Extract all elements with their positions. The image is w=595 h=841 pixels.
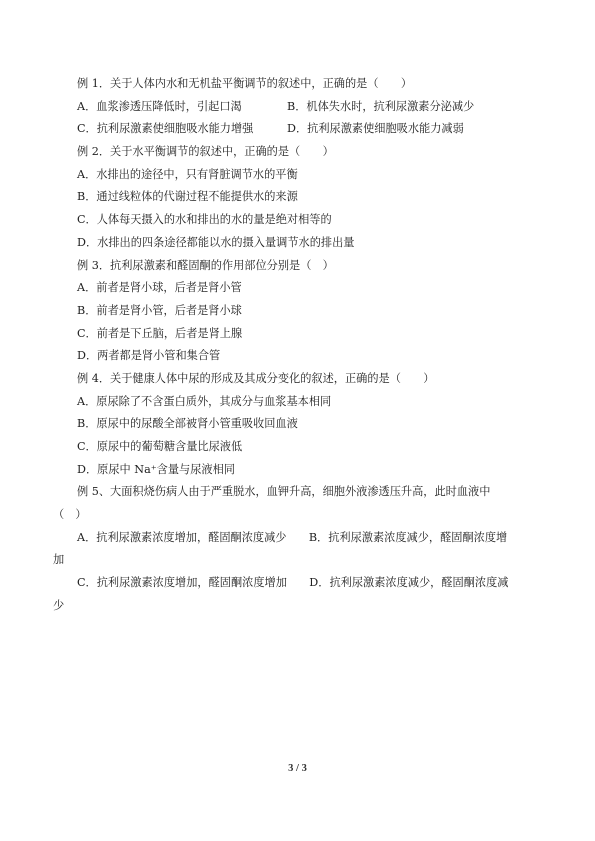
question-2-option-d: D．水排出的四条途径都能以水的摄入量调节水的排出量 — [77, 235, 355, 249]
question-1-options-ab — [53, 96, 553, 119]
question-1-option-b: B．机体失水时，抗利尿激素分泌减少 — [287, 99, 475, 113]
question-1-title: 例 1．关于人体内水和无机盐平衡调节的叙述中，正确的是（ ） — [77, 77, 413, 90]
question-5-title-paren: （ ） — [53, 508, 87, 522]
question-3-option-d: D．两者都是肾小管和集合管 — [77, 349, 221, 363]
question-5-options-cd: C．抗利尿激素浓度增加，醛固酮浓度增加 D．抗利尿激素浓度减少，醛固酮浓度减 — [77, 576, 509, 590]
question-5-options-ab-wrap: 加 — [53, 553, 65, 567]
question-5-title: 例 5、大面积烧伤病人由于严重脱水，血钾升高，细胞外液渗透压升高，此时血液中 — [77, 485, 491, 499]
question-2-option-c: C．人体每天摄入的水和排出的水的量是绝对相等的 — [77, 213, 332, 227]
question-1-option-c: C．抗利尿激素使细胞吸水能力增强 — [77, 122, 254, 136]
question-4-option-b: B．原尿中的尿酸全部被肾小管重吸收回血液 — [77, 417, 298, 431]
question-4-option-d: D．原尿中 Na⁺含量与尿液相同 — [77, 462, 235, 476]
question-3-option-b: B．前者是肾小管，后者是肾小球 — [77, 303, 242, 317]
document-body — [53, 73, 553, 618]
page-number: 3 / 3 — [288, 763, 307, 774]
question-3-title: 例 3．抗利尿激素和醛固酮的作用部位分别是（ ） — [77, 258, 334, 272]
question-5-options-ab: A．抗利尿激素浓度增加，醛固酮浓度减少 B．抗利尿激素浓度减少，醛固酮浓度增 — [77, 530, 508, 544]
question-2-option-a: A．水排出的途径中，只有肾脏调节水的平衡 — [77, 167, 298, 181]
question-3-option-c: C．前者是下丘脑，后者是肾上腺 — [77, 326, 243, 340]
question-5-options-cd-wrap: 少 — [53, 598, 65, 612]
question-1-options-cd — [53, 118, 553, 141]
question-1-option-d: D．抗利尿激素使细胞吸水能力减弱 — [287, 122, 464, 136]
question-1-option-a: A．血浆渗透压降低时，引起口渴 — [77, 99, 242, 113]
question-4-option-c: C．原尿中的葡萄糖含量比尿液低 — [77, 440, 243, 453]
question-4-title: 例 4．关于健康人体中尿的形成及其成分变化的叙述，正确的是（ ） — [77, 371, 435, 385]
question-3-option-a: A．前者是肾小球，后者是肾小管 — [77, 281, 242, 295]
question-4-option-a: A．原尿除了不含蛋白质外，其成分与血浆基本相同 — [77, 394, 332, 408]
question-2-option-b: B．通过线粒体的代谢过程不能提供水的来源 — [77, 190, 298, 204]
question-2-title: 例 2．关于水平衡调节的叙述中，正确的是（ ） — [77, 145, 334, 159]
